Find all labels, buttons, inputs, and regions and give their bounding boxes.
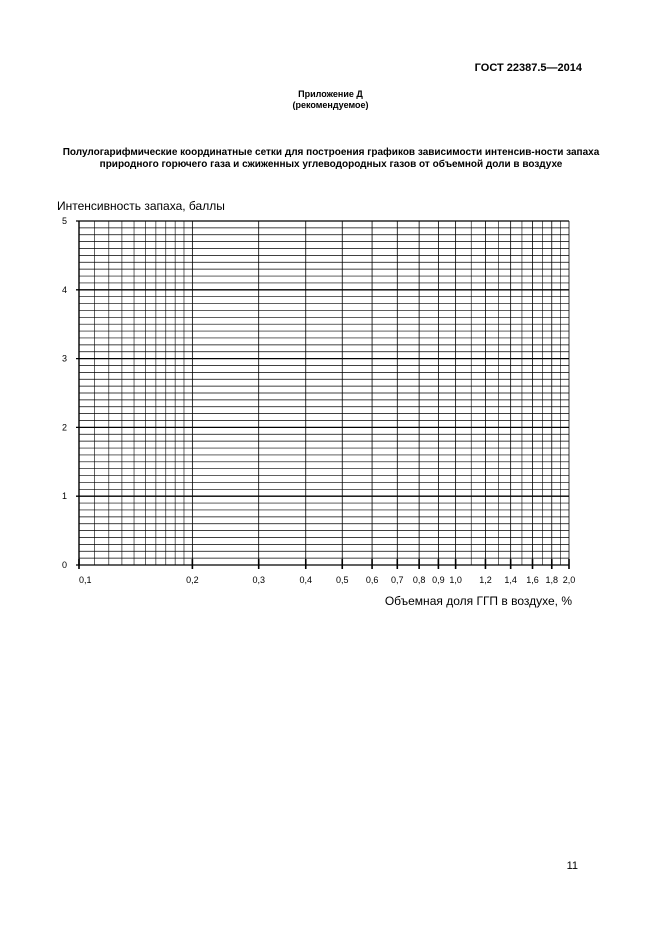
x-tick-label: 2,0	[562, 575, 576, 585]
y-axis-label: Интенсивность запаха, баллы	[57, 199, 225, 213]
x-tick-label: 0,9	[432, 575, 445, 585]
appendix-label: Приложение Д	[298, 89, 363, 99]
x-tick-label: 1,8	[545, 575, 559, 585]
standard-number: ГОСТ 22387.5—2014	[474, 62, 582, 74]
x-tick-label: 1,4	[504, 575, 517, 585]
x-axis-label: Объемная доля ГГП в воздухе, %	[384, 594, 572, 608]
x-tick-label: 0,5	[335, 575, 349, 585]
y-tick-label: 0	[61, 560, 67, 570]
x-tick-label: 1,6	[526, 575, 539, 585]
x-tick-label: 1,2	[479, 575, 492, 585]
page-title: Полулогарифмические координатные сетки для построения графиков зависимости интенсив-ности запаха природного горючего газа и сжиженных углеводородных газов от объемной доли в воздухе	[62, 147, 600, 170]
y-tick-label: 2	[61, 422, 67, 433]
page-number: 11	[566, 860, 578, 872]
x-tick-label: 0,8	[412, 575, 426, 585]
x-tick-label: 1,0	[449, 575, 462, 585]
x-tick-label: 0,6	[365, 575, 379, 585]
y-tick-label: 3	[61, 353, 67, 364]
x-tick-label: 0,4	[299, 575, 313, 585]
x-tick-label: 0,7	[391, 575, 404, 585]
y-tick-label: 5	[61, 216, 67, 226]
y-tick-label: 1	[61, 491, 67, 502]
x-tick-label: 0,3	[252, 575, 265, 585]
y-tick-label: 4	[61, 284, 67, 295]
x-tick-label: 0,1	[79, 575, 92, 585]
x-tick-label: 0,2	[186, 575, 199, 585]
appendix-status: (рекомендуемое)	[292, 100, 369, 110]
